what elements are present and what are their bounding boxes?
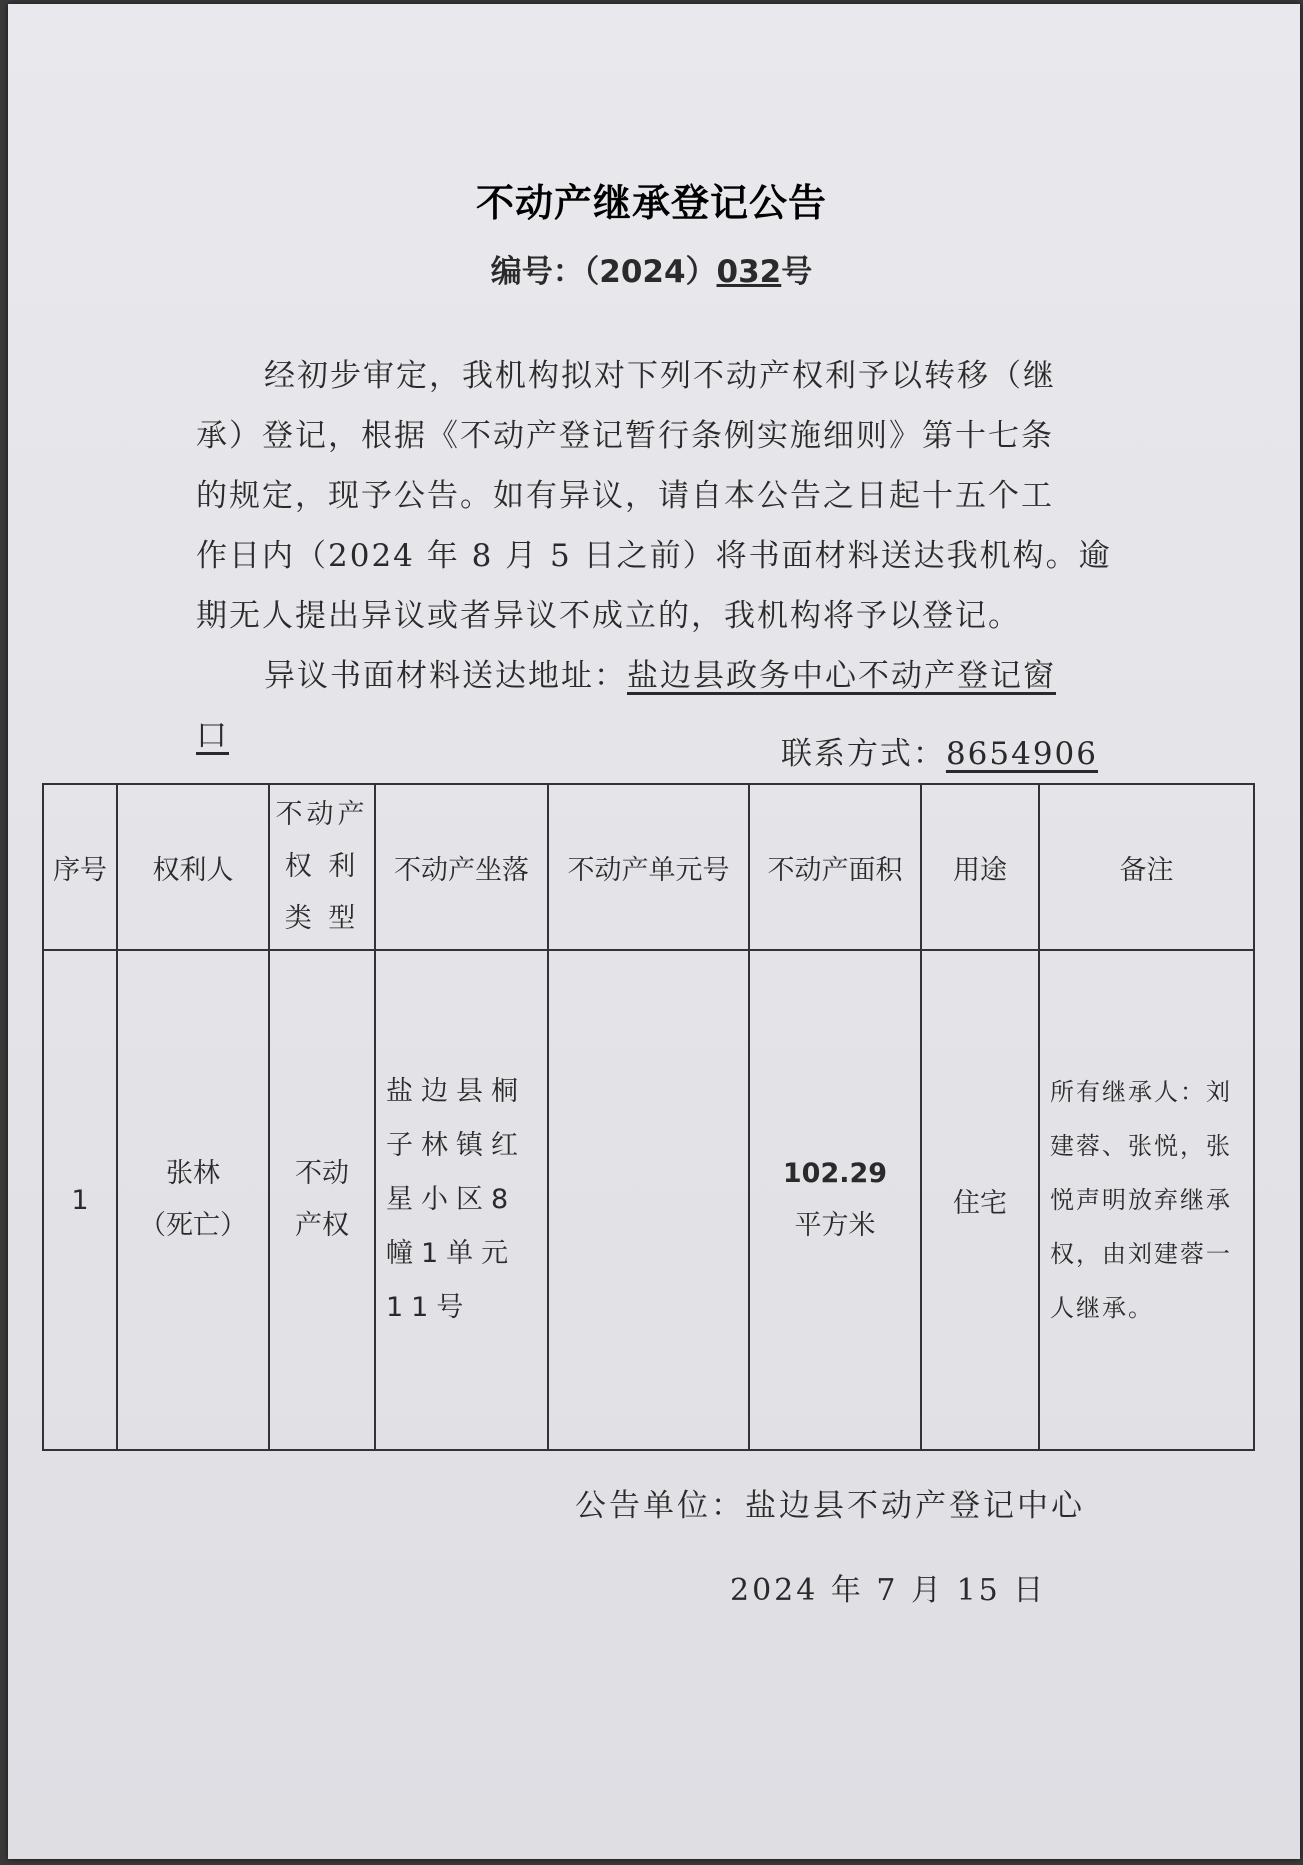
contact-info xyxy=(781,728,1098,773)
holder-status: （死亡） xyxy=(139,1210,247,1241)
header-seq: 序号 xyxy=(43,784,117,950)
header-holder: 权利人 xyxy=(117,784,269,950)
document-number-prefix: 编号：（2024） xyxy=(490,254,717,290)
address-value: 盐边县政务中心不动产登记窗 xyxy=(627,658,1056,694)
body-line: 经初步审定，我机构拟对下列不动产权利予以转移（继 xyxy=(264,358,1056,394)
cell-right-type: 不动 产权 xyxy=(269,950,375,1450)
area-value: 102.29 xyxy=(782,1158,888,1189)
cell-area xyxy=(749,950,921,1450)
header-usage: 用途 xyxy=(921,784,1039,950)
document-number-suffix: 号 xyxy=(781,254,813,290)
registration-table xyxy=(42,783,1255,1451)
cell-unit-no xyxy=(548,950,749,1450)
cell-location: 盐边县桐子林镇红星小区8幢1单元11号 xyxy=(375,950,548,1450)
header-remark: 备注 xyxy=(1039,784,1254,950)
contact-label: 联系方式： xyxy=(780,736,946,772)
cell-seq: 1 xyxy=(43,950,117,1450)
notice-title: 不动产继承登记公告 xyxy=(475,181,827,225)
cell-remark: 所有继承人：刘建蓉、张悦，张悦声明放弃继承权，由刘建蓉一人继承。 xyxy=(1039,950,1254,1450)
header-area: 不动产面积 xyxy=(749,784,921,950)
issuing-unit: 公告单位：盐边县不动产登记中心 xyxy=(575,1488,1085,1524)
area-unit: 平方米 xyxy=(794,1210,876,1241)
holder-name: 张林 xyxy=(166,1158,220,1189)
body-line: 期无人提出异议或者异议不成立的，我机构将予以登记。 xyxy=(196,598,1021,634)
header-location: 不动产坐落 xyxy=(375,784,548,950)
document-number-value: 032 xyxy=(716,254,782,290)
header-unit-no: 不动产单元号 xyxy=(548,784,749,950)
address-label: 异议书面材料送达地址： xyxy=(264,658,627,694)
objection-address xyxy=(196,646,1098,706)
body-line: 承）登记，根据《不动产登记暂行条例实施细则》第十七条 xyxy=(196,418,1054,454)
notice-body xyxy=(196,346,1112,766)
body-line: 的规定，现予公告。如有异议，请自本公告之日起十五个工 xyxy=(196,478,1054,514)
document-number xyxy=(0,246,1303,291)
table-row xyxy=(43,950,1254,1450)
cell-usage: 住宅 xyxy=(921,950,1039,1450)
issue-date: 2024 年 7 月 15 日 xyxy=(730,1573,1047,1608)
body-line: 作日内（2024 年 8 月 5 日之前）将书面材料送达我机构。逾 xyxy=(196,538,1112,574)
contact-phone: 8654906 xyxy=(945,736,1098,772)
cell-holder xyxy=(117,950,269,1450)
header-right-type: 不动产 权 利 类 型 xyxy=(269,784,375,950)
address-value-cont: 口 xyxy=(196,718,229,754)
table-header-row xyxy=(43,784,1254,950)
